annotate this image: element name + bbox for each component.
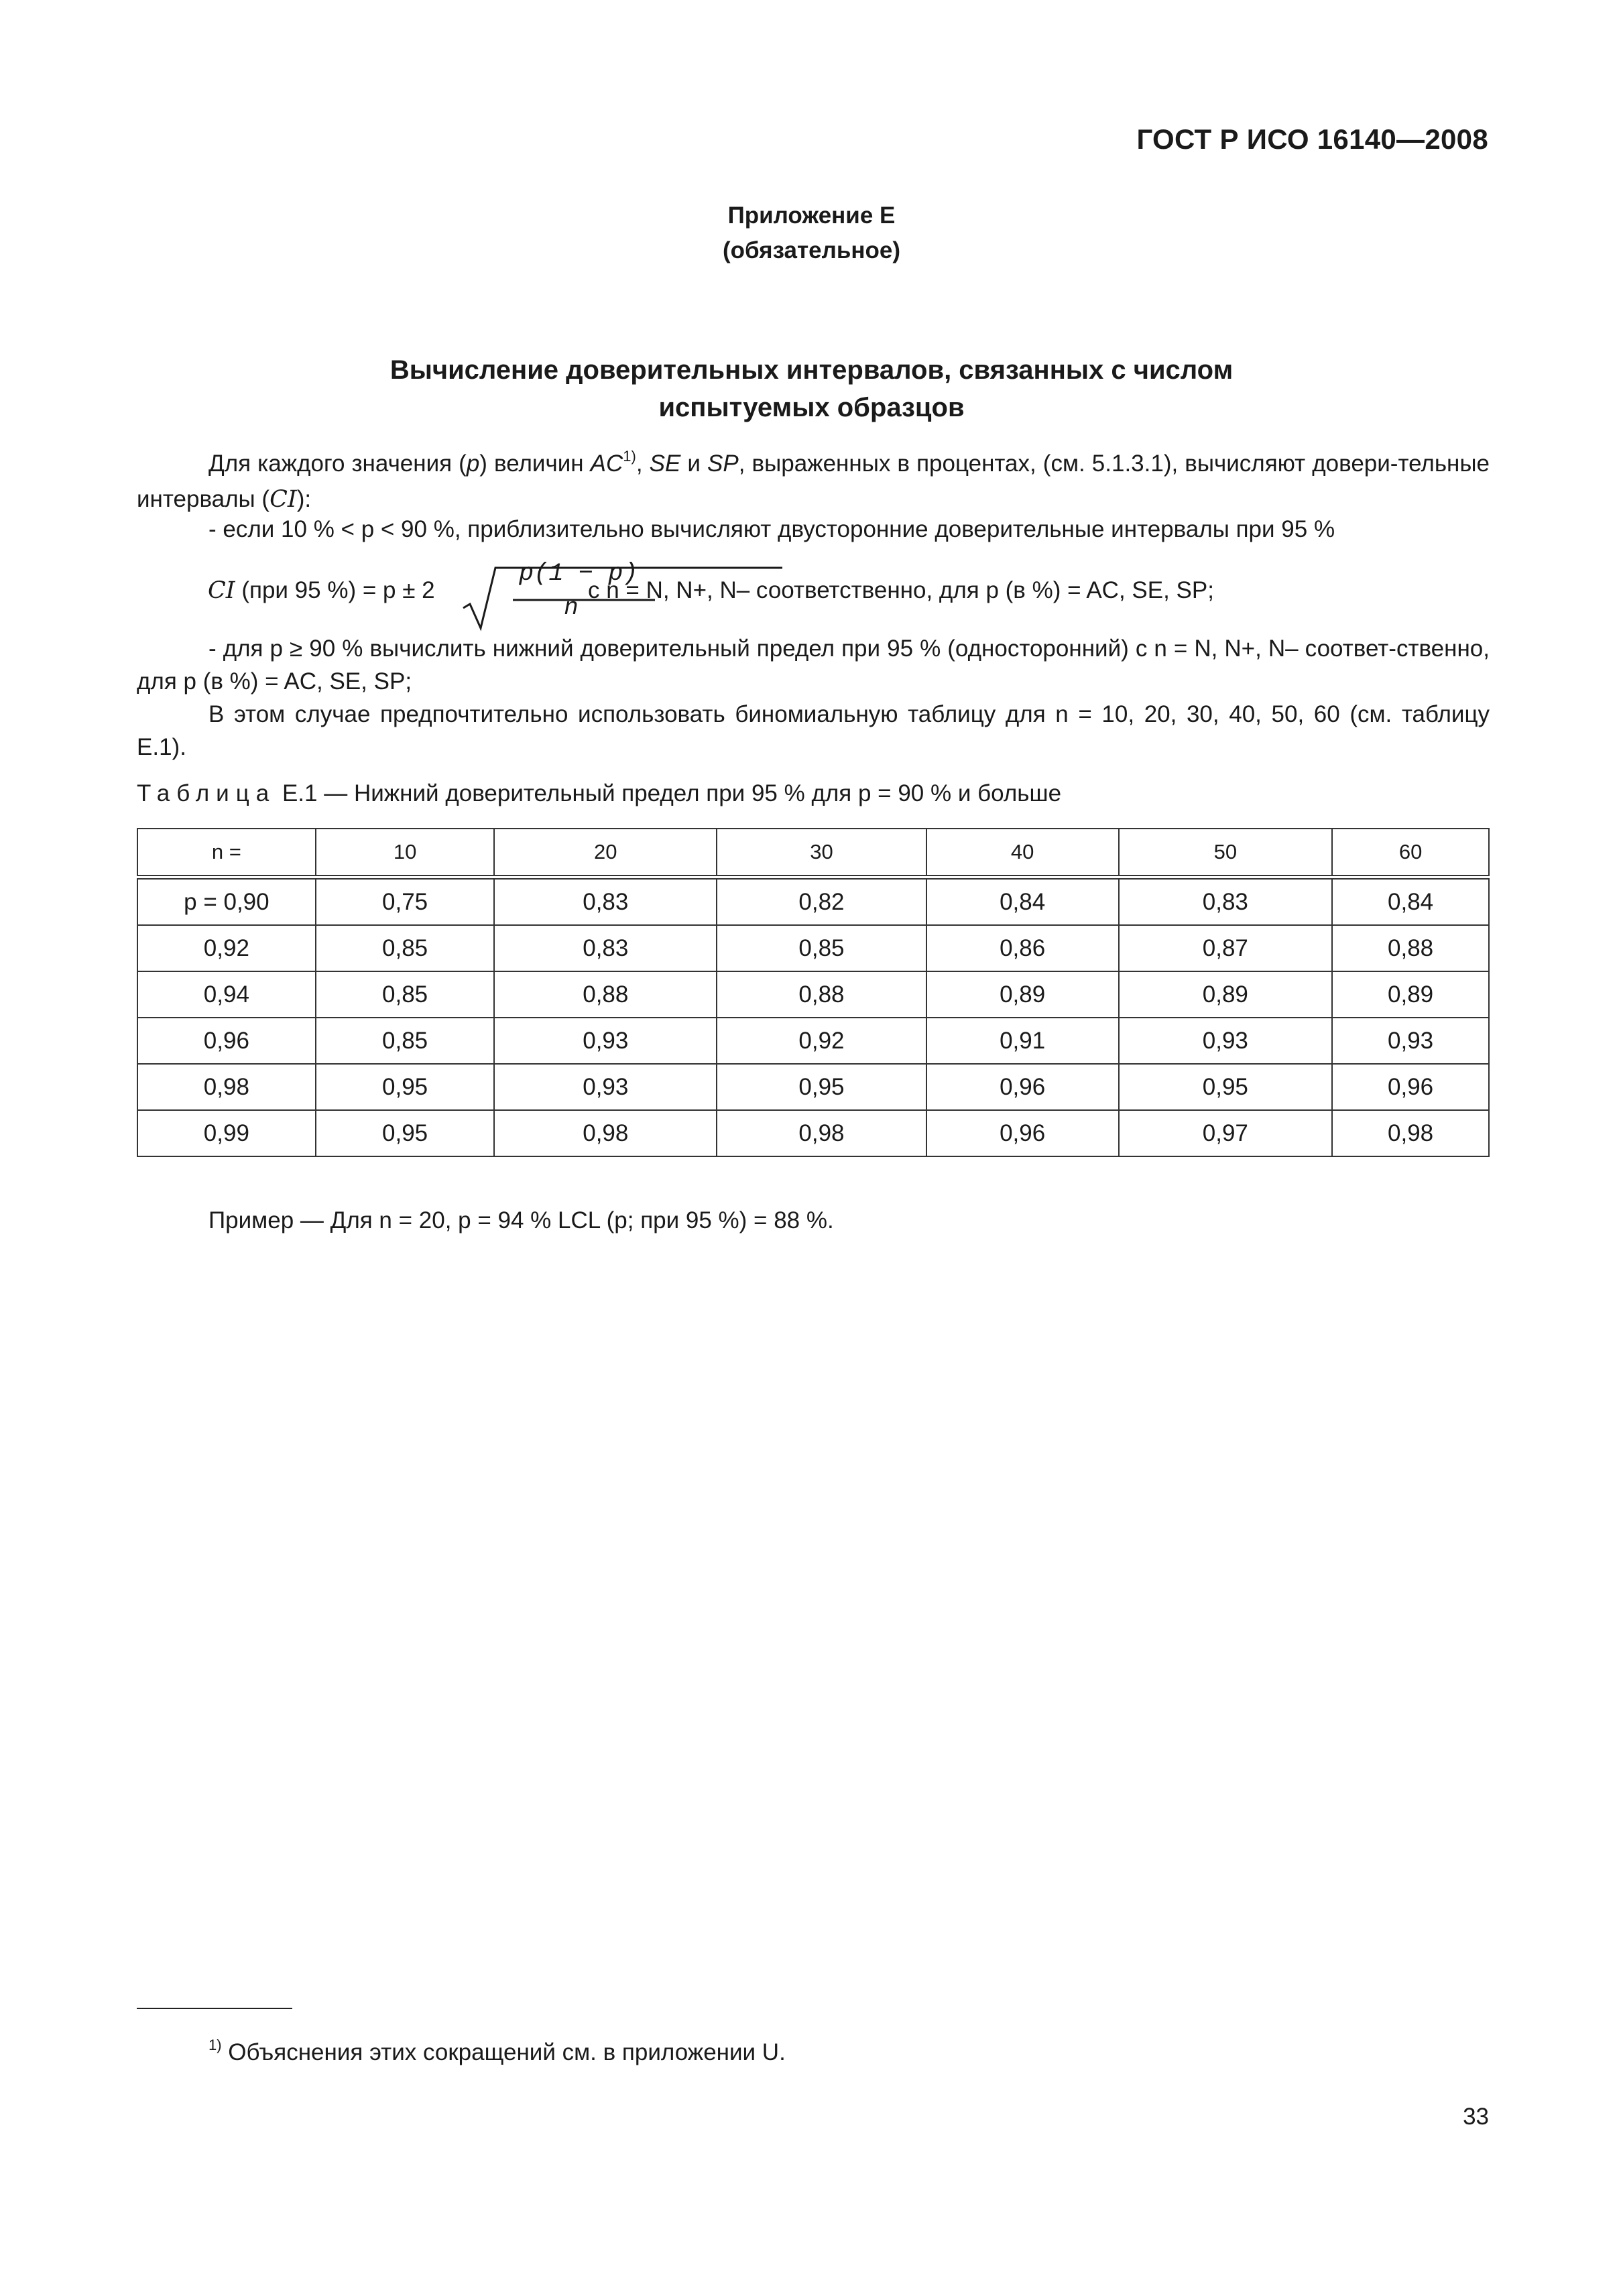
table-cell: 0,82 [717, 878, 926, 926]
table-cell: 0,93 [1332, 1018, 1489, 1064]
table-cell: 0,89 [1332, 971, 1489, 1018]
document-code: ГОСТ Р ИСО 16140—2008 [1136, 123, 1488, 155]
bullet-one-sided [137, 632, 1490, 698]
text-run: Для каждого значения ( [208, 450, 467, 477]
binomial-paragraph [137, 698, 1490, 764]
var-p: p [466, 450, 480, 477]
table-cell: 0,95 [717, 1064, 926, 1110]
text-run: ) величин [479, 450, 591, 477]
table-cell: 0,75 [316, 878, 495, 926]
formula-lhs: (при 95 %) = p ± 2 [235, 577, 435, 603]
table-cell: 0,84 [1332, 878, 1489, 926]
footnote-separator [137, 2008, 292, 2009]
table-cell: 0,93 [494, 1064, 717, 1110]
table-row-label: n = [137, 829, 316, 878]
table-row [137, 1064, 1489, 1110]
table-cell: 0,88 [717, 971, 926, 1018]
text-run: , выраженных в процентах, (см. 5.1.3.1), вычисляют довери-тельные интервалы ( [137, 450, 1490, 512]
table-row-label: 0,94 [137, 971, 316, 1018]
footnote [208, 2039, 786, 2066]
table-row-label: 0,92 [137, 925, 316, 971]
formula-right: с n = N, N+, N– соответственно, для p (в %) = AC, SE, SP; [588, 577, 1214, 603]
page-number: 33 [1463, 2104, 1489, 2130]
table-cell: 50 [1119, 829, 1333, 878]
table-row-label: 0,96 [137, 1018, 316, 1064]
table-cell: 0,96 [926, 1110, 1119, 1156]
footnote-text: Объяснения этих сокращений см. в приложении U. [221, 2039, 786, 2065]
table-cell: 30 [717, 829, 926, 878]
table-cell: 40 [926, 829, 1119, 878]
text-run: , [636, 450, 650, 477]
section-title-line1: Вычисление доверительных интервалов, связанных с числом [389, 355, 1234, 385]
table-row [137, 1018, 1489, 1064]
table-cell: 0,88 [1332, 925, 1489, 971]
bullet-text: - если 10 % < p < 90 %, приблизительно вычисляют двусторонние доверительные интервалы при 95 % [208, 516, 1335, 542]
table-cell: 0,85 [316, 971, 495, 1018]
table-cell: 0,93 [1119, 1018, 1333, 1064]
table-caption-text: E.1 — Нижний доверительный предел при 95 % для p = 90 % и больше [276, 780, 1062, 806]
table-cell: 0,84 [926, 878, 1119, 926]
intro-paragraph [137, 447, 1490, 516]
table-row-label: 0,98 [137, 1064, 316, 1110]
footnote-mark: 1) [208, 2037, 222, 2053]
annex-heading [0, 198, 1623, 268]
annex-title: Приложение E [727, 202, 896, 229]
var-se: SE [649, 450, 681, 477]
table-row [137, 878, 1489, 926]
var-ac: AC [590, 450, 623, 477]
table-cell: 0,83 [494, 925, 717, 971]
table-cell: 20 [494, 829, 717, 878]
table-cell: 0,93 [494, 1018, 717, 1064]
table-row-label: 0,99 [137, 1110, 316, 1156]
table-row-label: p = 0,90 [137, 878, 316, 926]
table-cell: 0,85 [316, 925, 495, 971]
table-row [137, 925, 1489, 971]
table-caption-word: Таблица [137, 780, 276, 806]
table-cell: 0,85 [717, 925, 926, 971]
table-cell: 0,98 [494, 1110, 717, 1156]
section-title-line2: испытуемых образцов [658, 393, 965, 422]
text-run: и [680, 450, 708, 477]
table-cell: 0,95 [316, 1110, 495, 1156]
table-cell: 0,98 [1332, 1110, 1489, 1156]
table-cell: 10 [316, 829, 495, 878]
table-caption [137, 780, 1061, 807]
table-cell: 0,95 [316, 1064, 495, 1110]
section-title [0, 351, 1623, 426]
formula-ci: CI [208, 577, 235, 604]
table-row [137, 1110, 1489, 1156]
table-cell: 0,86 [926, 925, 1119, 971]
table-cell: 0,83 [1119, 878, 1333, 926]
table-cell: 0,97 [1119, 1110, 1333, 1156]
fraction-numerator: p(1 − p) [519, 560, 638, 588]
table-cell: 0,98 [717, 1110, 926, 1156]
table-row [137, 971, 1489, 1018]
table-cell: 0,95 [1119, 1064, 1333, 1110]
bullet-text: - для p ≥ 90 % вычислить нижний доверительный предел при 95 % (односторонний) с n = N, N+, N– соответ-ственно, для p (в %) = AC, SE, SP; [137, 636, 1490, 694]
table-cell: 60 [1332, 829, 1489, 878]
table-header-row [137, 829, 1489, 878]
paragraph-text: В этом случае предпочтительно использовать биномиальную таблицу для n = 10, 20, 30, 40, 50, 60 (см. таблицу E.1). [137, 701, 1490, 760]
bullet-two-sided [137, 513, 1490, 546]
table-cell: 0,87 [1119, 925, 1333, 971]
table-cell: 0,89 [1119, 971, 1333, 1018]
fraction-denominator: n [564, 592, 579, 619]
table-cell: 0,85 [316, 1018, 495, 1064]
table-cell: 0,88 [494, 971, 717, 1018]
table-cell: 0,83 [494, 878, 717, 926]
table-cell: 0,96 [926, 1064, 1119, 1110]
var-sp: SP [707, 450, 739, 477]
example-note: Пример — Для n = 20, p = 94 % LCL (p; при 95 %) = 88 %. [208, 1207, 834, 1233]
text-run: ): [296, 486, 312, 512]
formula-left [208, 577, 435, 604]
var-ci: CI [269, 486, 297, 513]
confidence-formula [208, 561, 1482, 635]
table-cell: 0,91 [926, 1018, 1119, 1064]
table-cell: 0,92 [717, 1018, 926, 1064]
footnote-ref: 1) [623, 448, 636, 465]
table-cell: 0,89 [926, 971, 1119, 1018]
table-cell: 0,96 [1332, 1064, 1489, 1110]
annex-status: (обязательное) [722, 237, 900, 263]
lower-confidence-table [137, 828, 1490, 1157]
